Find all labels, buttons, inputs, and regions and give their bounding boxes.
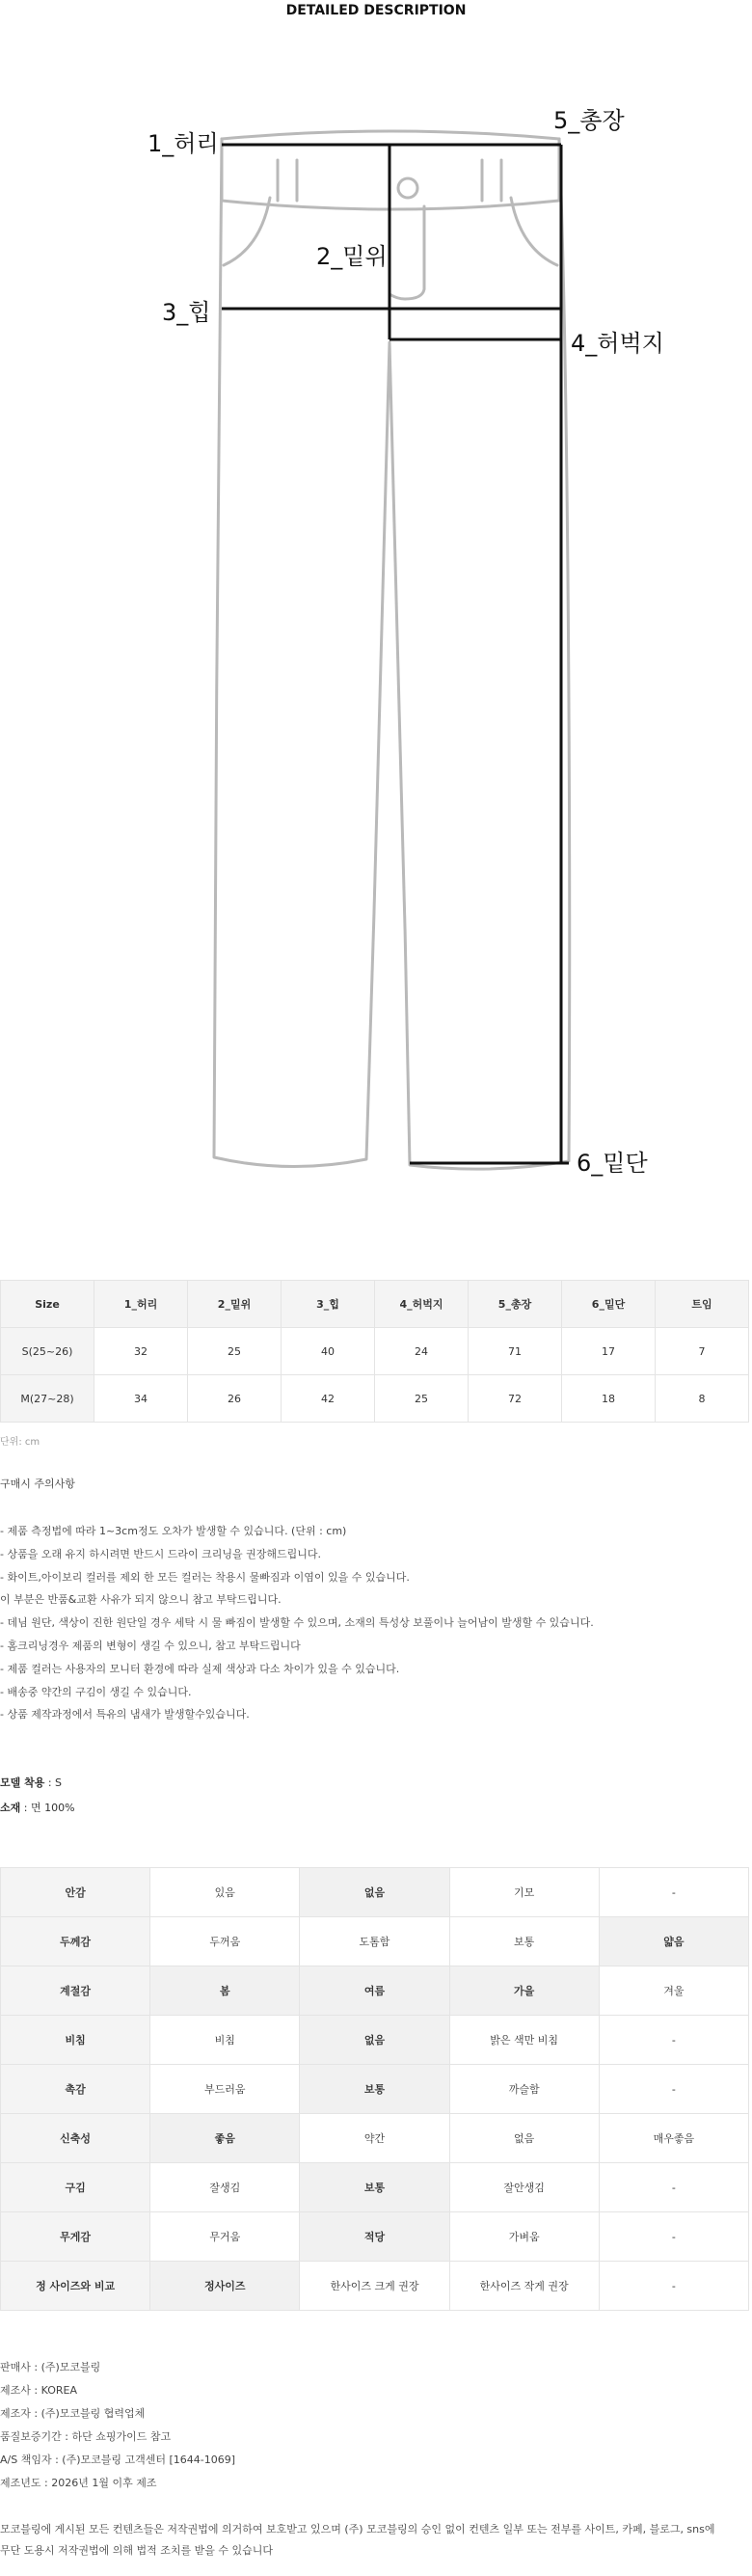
feel-option: 밝은 색만 비침: [449, 2016, 599, 2065]
feel-attribute-label: 촉감: [1, 2065, 150, 2114]
size-table-header-cell: 5_총장: [469, 1281, 562, 1328]
feel-attribute-label: 비침: [1, 2016, 150, 2065]
feel-option: 약간: [300, 2114, 449, 2163]
model-fit: [0, 1775, 62, 1790]
size-value-cell: 42: [282, 1375, 375, 1423]
size-table-header-cell: 3_힙: [282, 1281, 375, 1328]
label-waist: 1_허리: [148, 130, 219, 157]
feel-attribute-label: 구김: [1, 2163, 150, 2212]
label-hip: 3_힙: [162, 299, 211, 326]
notice-item: - 화이트,아이보리 컬러를 제외 한 모든 컬러는 착용시 물빠짐과 이염이 있을 수 있습니다.: [0, 1570, 410, 1584]
notice-item: 이 부분은 반품&교환 사유가 되지 않으니 참고 부탁드립니다.: [0, 1593, 282, 1607]
feel-attribute-label: 정 사이즈와 비교: [1, 2262, 150, 2311]
label-thigh: 4_허벅지: [571, 330, 664, 357]
feel-row: [1, 2065, 749, 2114]
notice-item: - 데님 원단, 색상이 진한 원단일 경우 세탁 시 물 빠짐이 발생할 수 있으며, 소재의 특성상 보풀이나 늘어남이 발생할 수 있습니다.: [0, 1616, 594, 1630]
size-label-cell: M(27~28): [1, 1375, 94, 1423]
fabric: [0, 1800, 75, 1815]
feel-option: -: [599, 2212, 748, 2262]
size-value-cell: 34: [94, 1375, 188, 1423]
product-info-item: 제조사 : KOREA: [0, 2384, 77, 2397]
size-table-header-cell: Size: [1, 1281, 94, 1328]
size-table-header-cell: 2_밑위: [188, 1281, 282, 1328]
feel-option: 한사이즈 크게 권장: [300, 2262, 449, 2311]
feel-option-selected: 없음: [300, 2016, 449, 2065]
feel-option: 부드러움: [150, 2065, 300, 2114]
size-value-cell: 17: [562, 1328, 656, 1375]
feel-option: 도톰함: [300, 1917, 449, 1966]
feel-option-selected: 좋음: [150, 2114, 300, 2163]
belt-loop-right: [482, 160, 501, 201]
product-info-item: 제조년도 : 2026년 1월 이후 제조: [0, 2477, 157, 2489]
size-value-cell: 72: [469, 1375, 562, 1423]
feel-option-selected: 여름: [300, 1966, 449, 2016]
unit-note: 단위: cm: [0, 1437, 40, 1448]
size-value-cell: 26: [188, 1375, 282, 1423]
size-table-row: [1, 1328, 749, 1375]
feel-option: 보통: [449, 1917, 599, 1966]
feel-attribute-label: 신축성: [1, 2114, 150, 2163]
feel-attribute-label: 안감: [1, 1868, 150, 1917]
feel-option-selected: 정사이즈: [150, 2262, 300, 2311]
fabric-label: 소재: [0, 1802, 21, 1814]
feel-row: [1, 2212, 749, 2262]
feel-row: [1, 2163, 749, 2212]
size-label-cell: S(25~26): [1, 1328, 94, 1375]
feel-option-selected: 봄: [150, 1966, 300, 2016]
notice-item: - 홈크리닝경우 제품의 변형이 생길 수 있으니, 참고 부탁드립니다: [0, 1639, 301, 1652]
notice-item: - 상품을 오래 유지 하시려면 반드시 드라이 크리닝을 권장해드립니다.: [0, 1547, 321, 1560]
fly-stitch: [389, 204, 424, 299]
feel-row: [1, 1917, 749, 1966]
waistband-top-outline: [222, 131, 559, 139]
feel-option: 비침: [150, 2016, 300, 2065]
feel-option-selected: 보통: [300, 2065, 449, 2114]
belt-loop-left: [278, 160, 297, 201]
label-hem: 6_밑단: [577, 1150, 648, 1177]
size-table-header-cell: 트임: [656, 1281, 749, 1328]
feel-attribute-label: 두께감: [1, 1917, 150, 1966]
notice-item: - 제품 측정법에 따라 1~3cm정도 오차가 발생할 수 있습니다. (단위 : cm): [0, 1525, 347, 1537]
pocket-left: [224, 198, 270, 265]
page-title: DETAILED DESCRIPTION: [285, 3, 467, 18]
feel-option: -: [599, 2065, 748, 2114]
size-value-cell: 40: [282, 1328, 375, 1375]
product-info-item: A/S 책임자 : (주)모코블링 고객센터 [1644-1069]: [0, 2454, 236, 2466]
copyright-line: 무단 도용시 저작권법에 의해 법적 조치를 받을 수 있습니다: [0, 2544, 273, 2557]
size-table-header-cell: 1_허리: [94, 1281, 188, 1328]
product-info-item: 판매사 : (주)모코블링: [0, 2361, 101, 2373]
model-fit-value: : S: [44, 1776, 63, 1789]
size-value-cell: 18: [562, 1375, 656, 1423]
copyright-line: 모코블링에 게시된 모든 컨텐츠들은 저작권법에 의거하여 보호받고 있으며 (주) 모코블링의 승인 없이 컨텐츠 일부 또는 전부를 사이트, 카페, 블로그, sns에: [0, 2523, 715, 2535]
feel-option-selected: 보통: [300, 2163, 449, 2212]
feel-row: [1, 2016, 749, 2065]
feel-option: 한사이즈 작게 권장: [449, 2262, 599, 2311]
feel-row: [1, 2262, 749, 2311]
product-info-item: 품질보증기간 : 하단 쇼핑가이드 참고: [0, 2430, 172, 2443]
notice-title: 구매시 주의사항: [0, 1478, 75, 1490]
size-value-cell: 25: [375, 1375, 469, 1423]
feel-option-selected: 없음: [300, 1868, 449, 1917]
button-outline: [398, 178, 417, 198]
size-value-cell: 25: [188, 1328, 282, 1375]
pants-measurement-diagram: [0, 87, 752, 1196]
size-value-cell: 71: [469, 1328, 562, 1375]
copyright-notice: [0, 2519, 752, 2562]
feel-option: 매우좋음: [599, 2114, 748, 2163]
label-length: 5_총장: [553, 107, 625, 134]
feel-option: 없음: [449, 2114, 599, 2163]
feel-option: 까슬함: [449, 2065, 599, 2114]
size-value-cell: 24: [375, 1328, 469, 1375]
pants-leg-outline: [214, 139, 570, 1169]
feel-option: -: [599, 2262, 748, 2311]
notice-item: - 상품 제작과정에서 특유의 냄새가 발생할수있습니다.: [0, 1708, 250, 1722]
notice-item: - 제품 컬러는 사용자의 모니터 환경에 따라 실제 색상과 다소 차이가 있을 수 있습니다.: [0, 1662, 400, 1675]
feel-option: 있음: [150, 1868, 300, 1917]
feel-attribute-label: 무게감: [1, 2212, 150, 2262]
size-value-cell: 8: [656, 1375, 749, 1423]
size-table: [0, 1280, 749, 1423]
product-info-list: [0, 2356, 235, 2495]
size-table-row: [1, 1375, 749, 1423]
feel-row: [1, 1868, 749, 1917]
model-fit-label: 모델 착용: [0, 1776, 45, 1789]
feel-option: 무거움: [150, 2212, 300, 2262]
pocket-right: [511, 198, 557, 265]
feel-option-selected: 가을: [449, 1966, 599, 2016]
feel-option: 두꺼움: [150, 1917, 300, 1966]
notice-list: [0, 1520, 594, 1726]
feel-option: 잘생김: [150, 2163, 300, 2212]
feel-row: [1, 1966, 749, 2016]
feel-option-selected: 얇음: [599, 1917, 748, 1966]
size-table-header-row: [1, 1281, 749, 1328]
fabric-value: : 면 100%: [20, 1802, 75, 1814]
size-table-header-cell: 4_허벅지: [375, 1281, 469, 1328]
feel-attribute-label: 계절감: [1, 1966, 150, 2016]
size-value-cell: 32: [94, 1328, 188, 1375]
feel-option: -: [599, 2016, 748, 2065]
label-rise: 2_밑위: [316, 243, 388, 270]
feel-option: 기모: [449, 1868, 599, 1917]
feel-option: 잘안생김: [449, 2163, 599, 2212]
feel-option: -: [599, 2163, 748, 2212]
feel-option: 겨울: [599, 1966, 748, 2016]
product-info-item: 제조자 : (주)모코블링 협력업체: [0, 2407, 146, 2420]
fabric-feel-table: [0, 1867, 749, 2311]
feel-row: [1, 2114, 749, 2163]
feel-option: 가벼움: [449, 2212, 599, 2262]
size-table-header-cell: 6_밑단: [562, 1281, 656, 1328]
size-value-cell: 7: [656, 1328, 749, 1375]
feel-option-selected: 적당: [300, 2212, 449, 2262]
notice-item: - 배송중 약간의 구김이 생길 수 있습니다.: [0, 1685, 192, 1698]
feel-option: -: [599, 1868, 748, 1917]
